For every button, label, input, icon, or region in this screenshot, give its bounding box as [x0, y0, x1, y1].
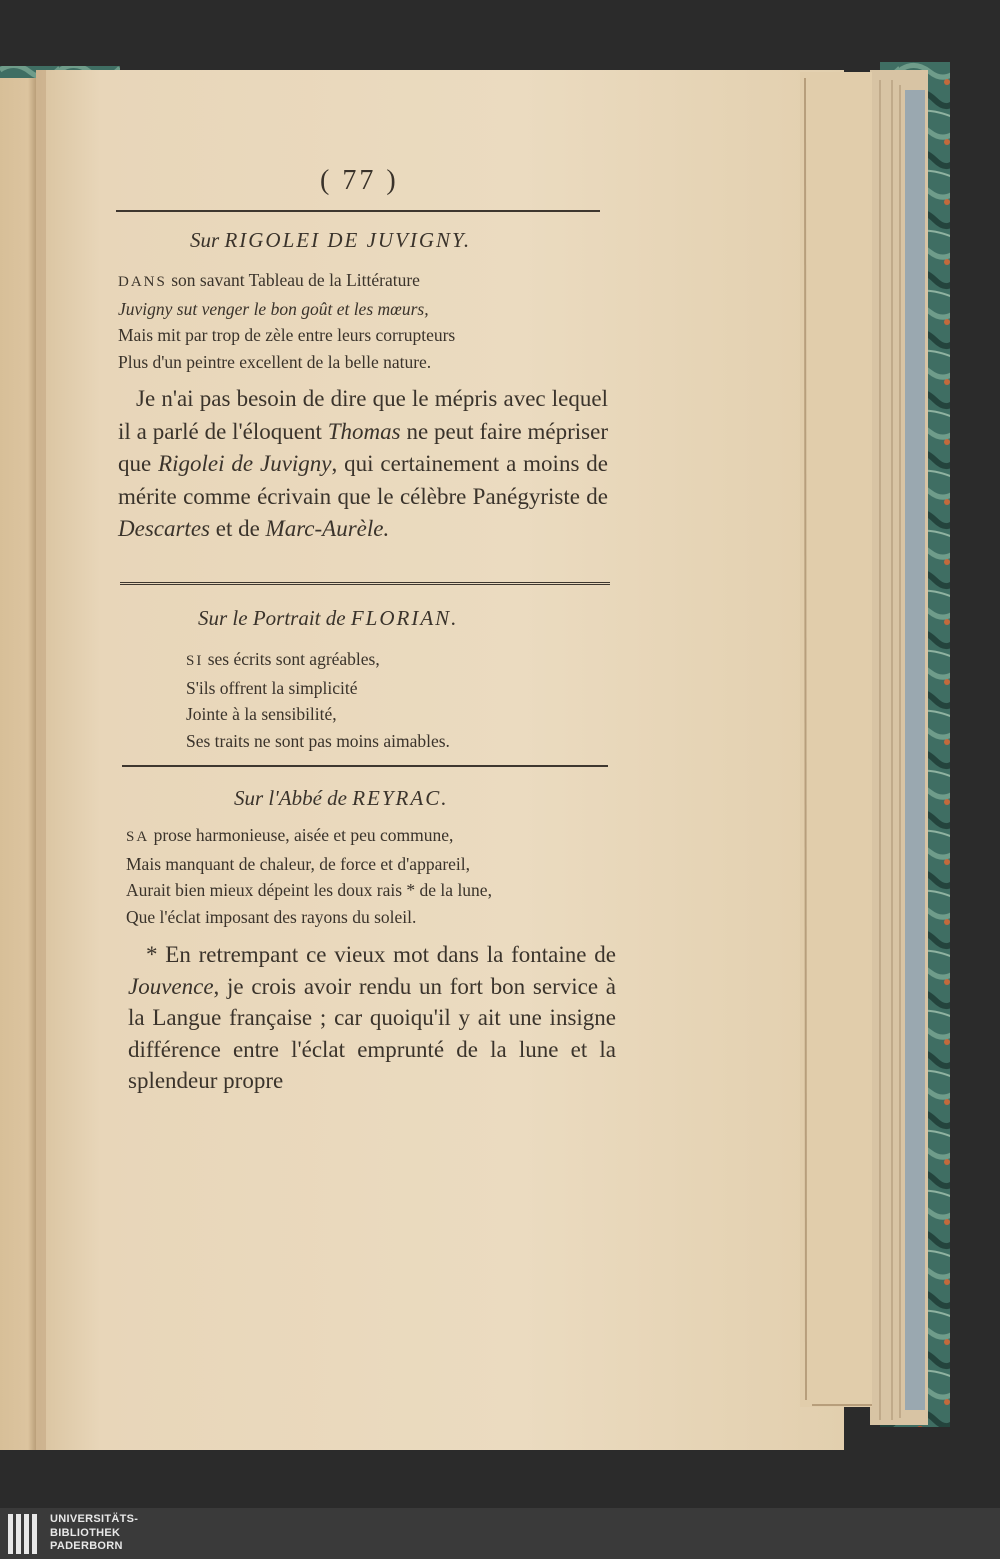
verse-text: Mais mit par trop de zèle entre leurs corrupteurs — [118, 325, 456, 345]
verse-line — [118, 322, 455, 349]
verse-text: prose harmonieuse, aisée et peu commune, — [149, 825, 454, 845]
heading-prefix: Sur le Portrait de — [198, 606, 351, 630]
verse-text: S'ils offrent la simplicité — [186, 677, 358, 698]
library-name-line: UNIVERSITÄTS- — [50, 1513, 139, 1525]
library-name-line: PADERBORN — [50, 1540, 123, 1552]
heading-prefix: Sur l'Abbé de — [234, 786, 353, 810]
verse-line — [126, 822, 492, 851]
section-heading-florian — [198, 606, 458, 631]
verse-line — [186, 675, 450, 702]
library-name-line: BIBLIOTHEK — [50, 1526, 121, 1539]
section-heading-reyrac — [234, 786, 448, 811]
prose-run: , qui certainement a moins de mérite comme écrivain que le célèbre Panégyriste de — [118, 451, 608, 509]
verse-text: Que l'éclat imposant des rayons du soleil. — [126, 906, 417, 927]
heading-name: REYRAC. — [352, 786, 449, 810]
verse-juvigny — [118, 267, 455, 375]
verse-text: Mais manquant de chaleur, de force et d'appareil, — [126, 853, 471, 874]
section-heading-juvigny — [190, 228, 471, 253]
separator-rule-top — [116, 210, 600, 212]
verse-line — [186, 701, 450, 728]
verse-line — [126, 877, 492, 904]
verse-reyrac — [126, 822, 492, 930]
prose-italic: Marc-Aurèle. — [265, 516, 390, 541]
verse-lead: SI — [186, 653, 204, 669]
verse-lead: DANS — [118, 274, 167, 290]
verse-lead: SA — [126, 829, 150, 845]
verse-florian — [186, 646, 450, 754]
prose-run: * En retrempant ce vieux mot dans la fontaine de — [146, 942, 616, 967]
prose-run: ne peut faire mépriser que — [118, 418, 608, 476]
library-logo-icon — [6, 1512, 44, 1556]
verse-text: Plus d'un peintre excellent de la belle nature. — [118, 351, 432, 372]
heading-prefix: Sur — [190, 228, 225, 252]
library-footer — [0, 1508, 1000, 1559]
prose-run: Je n'ai pas besoin de dire que le mépris avec lequel il a parlé de l'éloquent — [118, 386, 608, 444]
verse-text: Aurait bien mieux dépeint les doux rais * de la lune, — [126, 880, 492, 900]
verse-line — [186, 646, 450, 675]
prose-run: , je crois avoir rendu un fort bon service à la Langue française ; car quoiqu'il y ait une insigne différence entre l'éclat emprunté de la lune et la splendeur propre — [128, 973, 616, 1093]
prose-run: et de — [209, 516, 266, 541]
separator-rule — [120, 582, 610, 587]
prose-italic: Descartes — [118, 516, 210, 541]
verse-line — [126, 851, 492, 878]
footnote-reyrac — [128, 939, 616, 1097]
verse-text: Jointe à la sensibilité, — [186, 704, 337, 724]
verse-line — [118, 349, 455, 376]
library-name — [50, 1513, 138, 1554]
prose-italic: Jouvence — [128, 973, 214, 999]
verse-line — [118, 267, 455, 296]
verse-text: ses écrits sont agréables, — [203, 649, 380, 669]
verse-text: Juvigny sut venger le bon goût et les mœurs, — [118, 298, 429, 319]
verse-line — [118, 296, 455, 323]
verse-line — [186, 728, 450, 755]
prose-italic: Thomas — [327, 418, 401, 444]
heading-name: RIGOLEI DE JUVIGNY. — [224, 228, 472, 252]
verse-line — [126, 904, 492, 931]
verse-text: Ses traits ne sont pas moins aimables. — [186, 730, 450, 751]
prose-italic: Rigolei de Juvigny — [158, 451, 332, 476]
page-number: ( 77 ) — [320, 165, 399, 196]
verse-text: son savant Tableau de la Littérature — [166, 270, 420, 290]
heading-name: FLORIAN. — [350, 606, 459, 630]
separator-rule — [122, 765, 608, 767]
prose-juvigny — [118, 383, 608, 546]
